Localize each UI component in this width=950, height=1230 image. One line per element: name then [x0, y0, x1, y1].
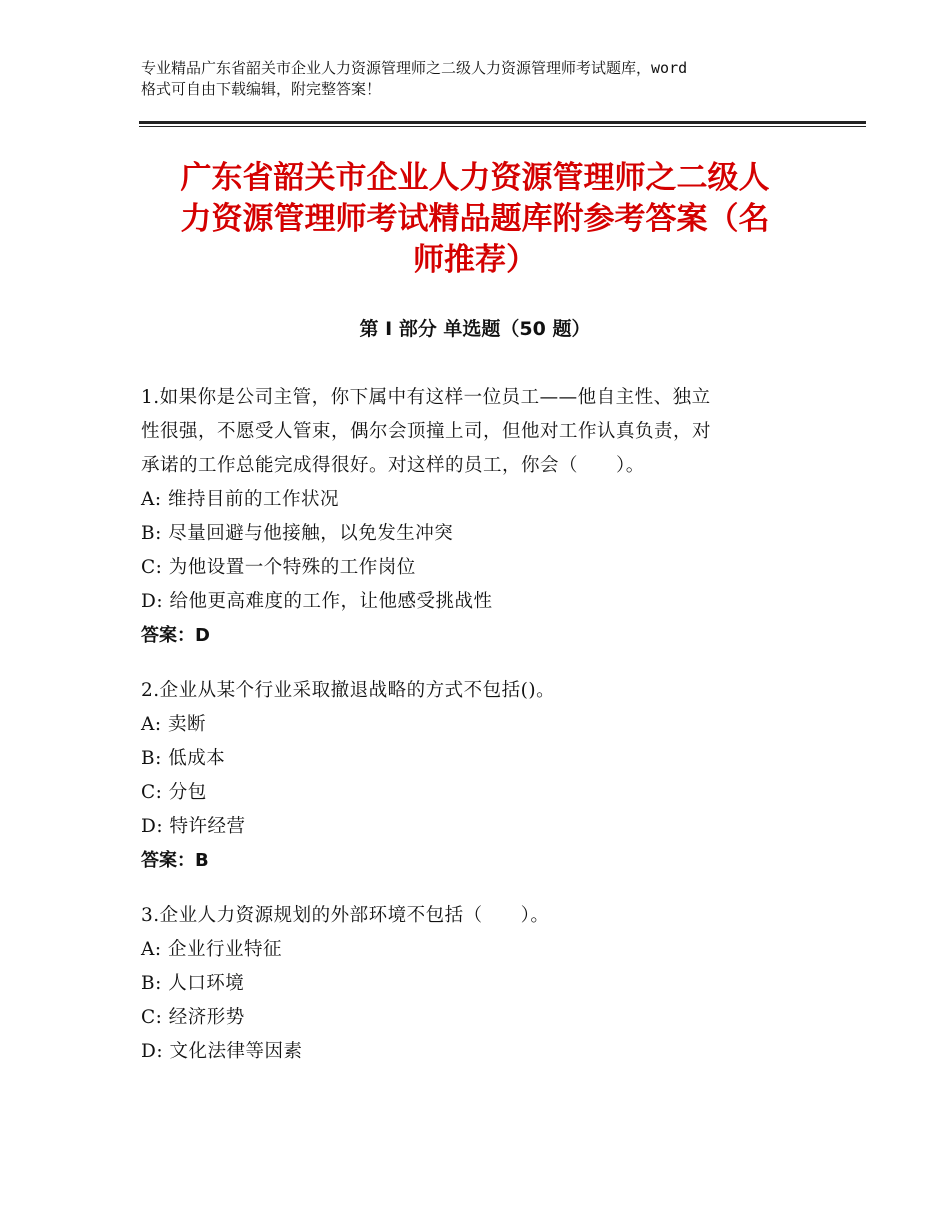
question-3 [141, 899, 821, 1069]
header-divider-thin [139, 126, 866, 127]
title-line-1: 广东省韶关市企业人力资源管理师之二级人 [180, 160, 770, 196]
header-divider-thick [139, 121, 866, 124]
question-3-option-b: B: 人口环境 [141, 973, 245, 994]
question-1-stem-line-2: 性很强，不愿受人管束，偶尔会顶撞上司，但他对工作认真负责，对 [141, 421, 712, 442]
question-3-stem: 3.企业人力资源规划的外部环境不包括（ ）。 [141, 905, 550, 926]
question-1-option-c: C: 为他设置一个特殊的工作岗位 [141, 557, 416, 578]
section-heading: 第 I 部分 单选题（50 题） [359, 318, 591, 340]
question-1-option-d: D: 给他更高难度的工作，让他感受挑战性 [141, 591, 493, 612]
question-2-option-a: A: 卖断 [141, 714, 206, 735]
question-3-option-d: D: 文化法律等因素 [141, 1041, 303, 1062]
header-note-line-1: 专业精品广东省韶关市企业人力资源管理师之二级人力资源管理师考试题库，word [141, 59, 688, 77]
title-line-3: 师推荐） [413, 242, 537, 278]
document-title [130, 158, 820, 281]
question-2-answer: 答案：B [141, 850, 209, 871]
question-1-answer: 答案：D [141, 625, 210, 646]
question-2 [141, 674, 821, 878]
question-1 [141, 381, 821, 653]
question-2-stem: 2.企业从某个行业采取撤退战略的方式不包括()。 [141, 680, 556, 701]
question-3-option-c: C: 经济形势 [141, 1007, 245, 1028]
question-1-stem [141, 381, 821, 483]
question-1-stem-line-1: 1.如果你是公司主管，你下属中有这样一位员工——他自主性、独立 [141, 387, 711, 408]
question-2-option-d: D: 特许经营 [141, 816, 246, 837]
question-2-option-c: C: 分包 [141, 782, 207, 803]
question-list [141, 381, 821, 1090]
title-line-2: 力资源管理师考试精品题库附参考答案（名 [180, 201, 770, 237]
header-note-line-2: 格式可自由下载编辑，附完整答案！ [141, 80, 382, 98]
question-1-option-a: A: 维持目前的工作状况 [141, 489, 339, 510]
question-3-option-a: A: 企业行业特征 [141, 939, 282, 960]
question-2-option-b: B: 低成本 [141, 748, 226, 769]
question-1-stem-line-3: 承诺的工作总能完成得很好。对这样的员工，你会（ ）。 [141, 455, 645, 476]
header-note [141, 58, 831, 100]
question-1-option-b: B: 尽量回避与他接触，以免发生冲突 [141, 523, 454, 544]
